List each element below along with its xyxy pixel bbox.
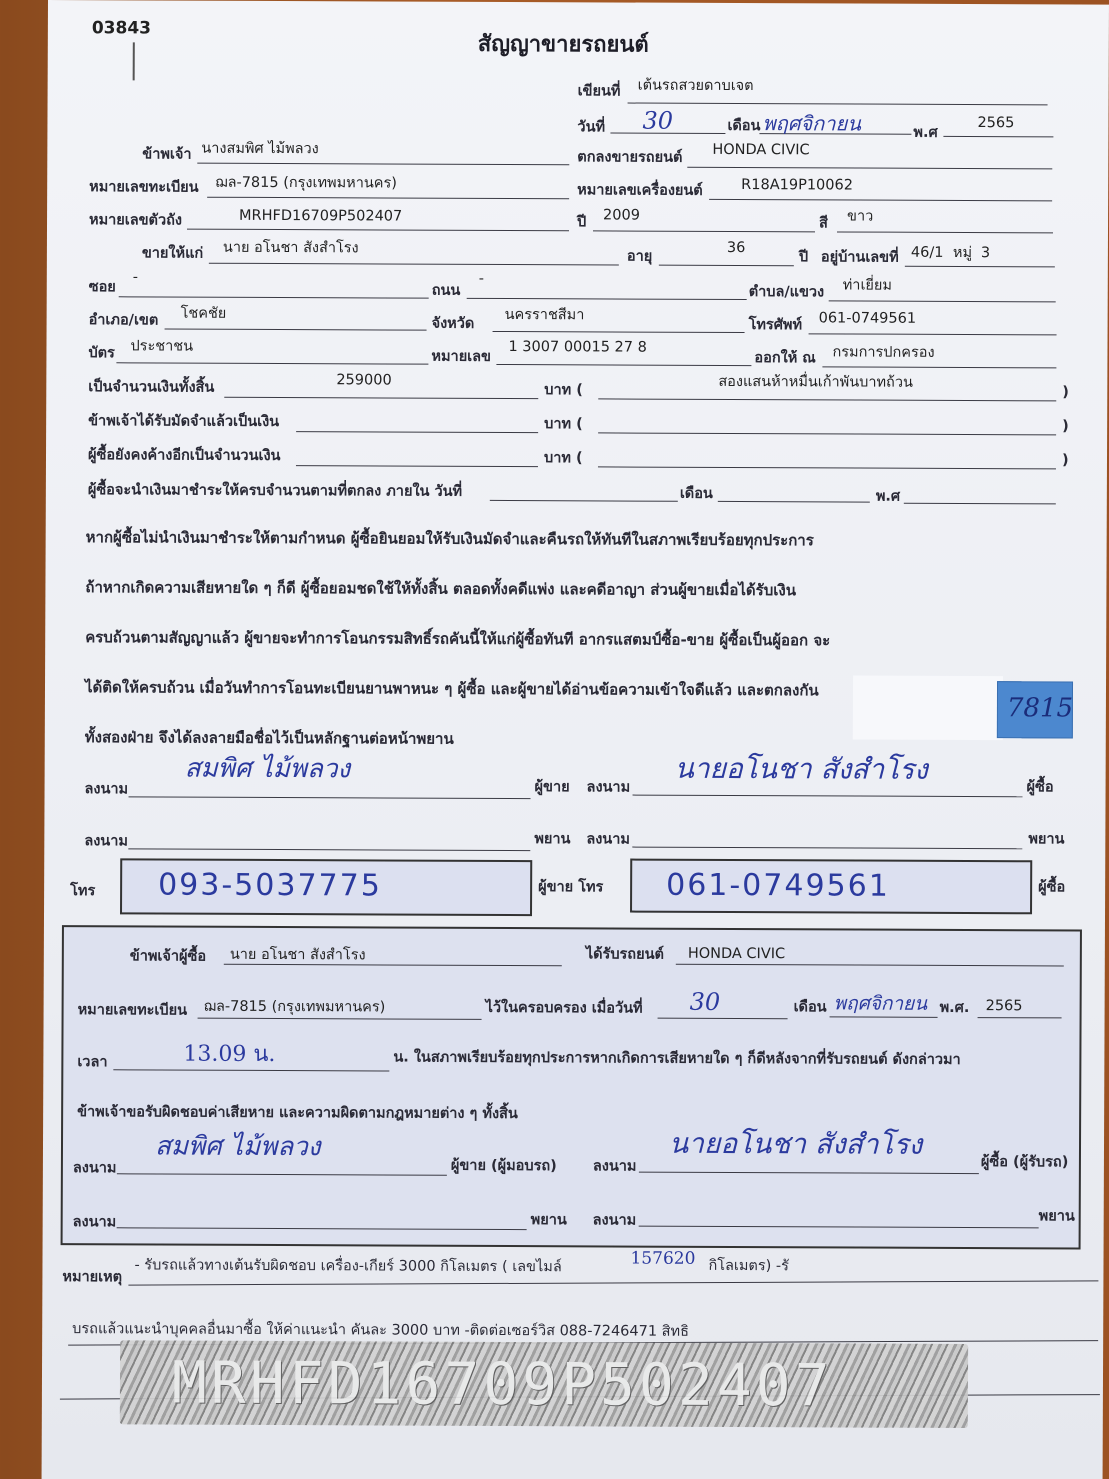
amount-close: ): [1062, 384, 1069, 401]
registration-label: หมายเลขทะเบียน: [89, 179, 199, 196]
registration-value: ฌล-7815 (กรุงเทพมหานคร): [215, 174, 397, 192]
date-year-value: 2565: [977, 115, 1015, 132]
receipt-year-label: พ.ศ.: [939, 999, 970, 1017]
terms-line-1: หากผู้ซื้อไม่นำเงินมาชำระให้ตามกำหนด ผู้ซื้อยินยอมให้รับเงินมัดจำและคืนรถให้ทันทีในสภาพเรียบร้อยทุกประการ: [85, 528, 814, 550]
receipt-possession-label: ไว้ในครอบครอง เมื่อวันที่: [485, 999, 643, 1017]
phone-value: 061-0749561: [818, 310, 917, 327]
age-line: [659, 265, 794, 267]
deposit-unit: บาท (: [544, 416, 583, 433]
receipt-seller-sign-label: ลงนาม: [72, 1160, 117, 1177]
receipt-buyer-label: ข้าพเจ้าผู้ซื้อ: [129, 948, 207, 965]
receipt-buyer-value: นาย อโนชา สังสำโรง: [229, 946, 366, 964]
date-year-line: [943, 136, 1053, 137]
receipt-witness2-sign-line: [639, 1226, 1039, 1229]
agree-sell-value: HONDA CIVIC: [712, 141, 810, 159]
date-day-value: 30: [642, 106, 674, 135]
phone-label: โทรศัพท์: [748, 317, 803, 334]
seller-line: [197, 163, 569, 166]
amount-unit: บาท (: [544, 382, 583, 399]
car-receipt-section: [61, 925, 1082, 1249]
terms-line-5: ทั้งสองฝ่าย จึงได้ลงลายมือชื่อไว้เป็นหลักฐานต่อหน้าพยาน: [84, 728, 454, 748]
card-line: [116, 362, 428, 364]
balance-unit: บาท (: [543, 450, 583, 467]
age-unit: ปี: [798, 249, 809, 266]
receipt-buyer-role: ผู้ซื้อ (ผู้รับรถ): [980, 1154, 1069, 1171]
district-line: [165, 329, 427, 331]
amount-line: [224, 397, 538, 399]
receipt-witness1-role: พยาน: [530, 1212, 567, 1229]
pay-by-month-label: เดือน: [679, 485, 713, 502]
engine-no-line: [709, 199, 1052, 201]
receipt-car-line: [676, 964, 1064, 967]
pay-by-year-label: พ.ศ: [875, 488, 901, 505]
witness2-sign-label: ลงนาม: [586, 831, 630, 848]
date-year-label: พ.ศ: [913, 124, 938, 141]
chassis-no-line: [187, 229, 569, 232]
amount-label: เป็นจำนวนเงินทั้งสิ้น: [88, 379, 215, 396]
seller-phone-value: 093-5037775: [158, 867, 382, 904]
chassis-no-value: MRHFD16709P502407: [239, 207, 403, 225]
color-value: ขาว: [847, 208, 874, 225]
buyer-phone-value: 061-0749561: [666, 867, 890, 904]
written-at-line: [628, 103, 1048, 106]
buyer-label: ขายให้แก่: [141, 245, 204, 262]
staple-mark: [133, 42, 135, 80]
engine-no-value: R18A19P10062: [741, 177, 854, 194]
amount-words: สองแสนห้าหมื่นเก้าพันบาทถ้วน: [718, 373, 913, 391]
receipt-buyer-sign-label: ลงนาม: [592, 1158, 637, 1175]
witness1-sign-label: ลงนาม: [84, 833, 128, 850]
moo-value: 3: [980, 245, 991, 262]
seller-phone-role: ผู้ขาย โทร: [538, 879, 604, 896]
receipt-day-value: 30: [689, 987, 721, 1016]
card-no-value: 1 3007 00015 27 8: [508, 339, 647, 356]
buyer-value: นาย อโนชา สังสำโรง: [222, 239, 359, 257]
subdistrict-label: ตำบล/แขวง: [748, 284, 825, 301]
year-label: ปี: [577, 214, 587, 231]
road-value: -: [478, 270, 485, 287]
receipt-liability-text: ข้าพเจ้าขอรับผิดชอบค่าเสียหาย และความผิดตามกฎหมายต่าง ๆ ทั้งสิ้น: [77, 1104, 518, 1123]
moo-label: หมู่: [952, 244, 973, 262]
balance-close: ): [1061, 452, 1069, 469]
page-title: สัญญาขายรถยนต์: [477, 31, 649, 58]
card-value: ประชาชน: [130, 338, 194, 355]
remark-line-1-rule: [128, 1280, 1098, 1285]
engine-no-label: หมายเลขเครื่องยนต์: [577, 182, 703, 199]
road-label: ถนน: [431, 282, 461, 299]
terms-line-3: ครบถ้วนตามสัญญาแล้ว ผู้ขายจะทำการโอนกรรมสิทธิ์รถคันนี้ให้แก่ผู้ซื้อทันที อากรแสตมป์ซื้อ-ขาย ผู้ซื้อเป็นผู้ออก จะ: [85, 628, 831, 650]
age-label: อายุ: [626, 248, 653, 265]
remark-line-2: บรถแล้วแนะนำบุคคลอื่นมาซื้อ ให้ค่าแนะนำ คันละ 3000 บาท -ติดต่อเซอร์วิส 088-7246471 สิทธิ: [72, 1321, 689, 1340]
buyer-phone-box: [630, 859, 1032, 915]
buyer-line: [209, 263, 619, 266]
receipt-reg-value: ฌล-7815 (กรุงเทพมหานคร): [203, 998, 386, 1016]
receipt-buyer-signature: นายอโนชา สังสำโรง: [668, 1126, 923, 1161]
house-label: อยู่บ้านเลขที่: [820, 249, 899, 266]
year-value: 2009: [603, 207, 641, 224]
subdistrict-value: ท่าเยี่ยม: [842, 277, 893, 294]
year-line: [593, 230, 815, 232]
color-line: [837, 231, 1053, 233]
issued-by-value: กรมการปกครอง: [832, 344, 935, 361]
seller-label: ข้าพเจ้า: [142, 146, 192, 163]
issued-by-line: [822, 366, 1056, 368]
glare-patch: [853, 676, 1003, 741]
chassis-rubbing-tape: [120, 1340, 968, 1428]
soi-value: -: [132, 269, 139, 286]
receipt-seller-sign-line: [117, 1173, 447, 1175]
sticky-note-text: 7815: [1006, 693, 1074, 724]
date-month-label: เดือน: [727, 117, 761, 135]
deposit-label: ข้าพเจ้าได้รับมัดจำแล้วเป็นเงิน: [88, 413, 280, 431]
receipt-witness2-sign-label: ลงนาม: [592, 1212, 637, 1229]
house-value: 46/1: [910, 244, 944, 261]
receipt-month-line: [830, 1016, 938, 1017]
buyer-role-label: ผู้ซื้อ: [1026, 779, 1054, 796]
registration-line: [207, 197, 569, 200]
color-label: สี: [818, 215, 828, 232]
buyer-phone-role: ผู้ซื้อ: [1038, 879, 1066, 896]
buyer-sign-label: ลงนาม: [586, 779, 631, 796]
pay-by-label: ผู้ซื้อจะนำเงินมาชำระให้ครบจำนวนตามที่ตกลง ภายใน วันที่: [87, 482, 463, 500]
buyer-sign-line: [633, 795, 1023, 798]
pay-by-day-line: [490, 500, 678, 502]
receipt-month-label: เดือน: [793, 999, 827, 1016]
soi-label: ซอย: [88, 279, 116, 296]
receipt-car-label: ได้รับรถยนต์: [585, 946, 664, 963]
witness2-role-label: พยาน: [1028, 831, 1065, 848]
district-value: โชคชัย: [180, 305, 227, 322]
deposit-line: [296, 431, 538, 433]
subdistrict-line: [829, 300, 1056, 302]
receipt-condition-text: น. ในสภาพเรียบร้อยทุกประการหากเกิดการเสียหายใด ๆ ก็ดีหลังจากที่รับรถยนต์ ดังกล่าวมา: [393, 1049, 961, 1068]
province-label: จังหวัด: [431, 315, 475, 332]
document-number: 03843: [91, 18, 152, 39]
remark-line-1a: - รับรถแล้วทางเต้นรับผิดชอบ เครื่อง-เกียร์ 3000 กิโลเมตร ( เลขไมล์: [134, 1257, 562, 1276]
remark-line-1b: กิโลเมตร) -รั: [708, 1257, 789, 1275]
card-label: บัตร: [88, 345, 115, 362]
soi-line: [119, 296, 429, 298]
receipt-time-label: เวลา: [77, 1054, 108, 1071]
witness2-sign-line: [632, 847, 1022, 850]
receipt-witness1-sign-label: ลงนาม: [72, 1214, 117, 1231]
witness1-sign-line: [128, 848, 530, 851]
seller-value: นางสมพิศ ไม้พลวง: [201, 140, 319, 158]
remark-label: หมายเหตุ: [62, 1269, 123, 1286]
agree-sell-line: [687, 167, 1052, 170]
agree-sell-label: ตกลงขายรถยนต์: [577, 149, 683, 166]
receipt-year-value: 2565: [985, 998, 1023, 1015]
terms-line-4: ได้ติดให้ครบถ้วน เมื่อวันทำการโอนทะเบียนยานพาหนะ ๆ ผู้ซื้อ และผู้ขายได้อ่านข้อความเข้าใจดีแล้ว และตกลงกัน: [84, 678, 819, 700]
age-value: 36: [726, 239, 746, 257]
date-day-label: วันที่: [577, 119, 606, 136]
province-line: [493, 331, 745, 333]
chassis-no-label: หมายเลขตัวถัง: [89, 212, 183, 229]
receipt-witness1-sign-line: [117, 1227, 527, 1230]
receipt-month-value: พฤศจิกายน: [833, 992, 928, 1015]
balance-words-line: [598, 466, 1056, 469]
receipt-year-line: [978, 1017, 1062, 1018]
receipt-time-line: [113, 1069, 389, 1071]
remark-mileage: 157620: [630, 1248, 696, 1269]
phone-label-left: โทร: [70, 883, 96, 900]
written-at-value: เต้นรถสวยดาบเจต: [637, 77, 754, 95]
province-value: นครราชสีมา: [504, 306, 585, 324]
receipt-witness2-role: พยาน: [1038, 1208, 1075, 1225]
receipt-reg-line: [198, 1018, 482, 1020]
pay-by-month-line: [718, 501, 870, 503]
receipt-seller-signature: สมพิศ ไม้พลวง: [154, 1131, 321, 1163]
balance-label: ผู้ซื้อยังคงค้างอีกเป็นจำนวนเงิน: [87, 447, 281, 465]
amount-value: 259000: [336, 372, 392, 389]
seller-phone-box: [120, 858, 532, 916]
written-at-label: เขียนที่: [577, 83, 621, 100]
deposit-words-line: [598, 432, 1056, 435]
district-label: อำเภอ/เขต: [88, 312, 159, 329]
issued-by-label: ออกให้ ณ: [754, 350, 816, 367]
receipt-seller-role: ผู้ขาย (ผู้มอบรถ): [450, 1157, 557, 1175]
road-line: [467, 298, 747, 300]
witness1-role-label: พยาน: [534, 831, 571, 848]
seller-signature: สมพิศ ไม้พลวง: [184, 753, 351, 785]
date-month-value: พฤศจิกายน: [762, 111, 861, 136]
pay-by-year-line: [904, 503, 1056, 505]
chassis-rubbing-text: MRHFD16709P502407: [171, 1348, 834, 1420]
house-line: [905, 266, 1055, 268]
blue-sticky-note: [997, 681, 1073, 738]
seller-role-label: ผู้ขาย: [534, 779, 570, 796]
receipt-buyer-sign-line: [639, 1172, 979, 1174]
receipt-buyer-line: [224, 964, 562, 966]
phone-line: [809, 333, 1057, 335]
terms-line-2: ถ้าหากเกิดความเสียหายใด ๆ ก็ดี ผู้ซื้อยอมชดใช้ให้ทั้งสิ้น ตลอดทั้งคดีแพ่ง และคดีอาญา ส่วนผู้ขายเมื่อได้รับเงิน: [85, 578, 797, 600]
amount-words-line: [598, 398, 1056, 401]
buyer-signature: นายอโนชา สังสำโรง: [674, 751, 928, 786]
receipt-car-value: HONDA CIVIC: [687, 945, 786, 963]
balance-line: [296, 465, 538, 467]
seller-sign-label: ลงนาม: [84, 781, 129, 798]
card-no-label: หมายเลข: [431, 348, 491, 365]
seller-sign-line: [129, 796, 531, 799]
receipt-time-value: 13.09 น.: [183, 1041, 276, 1068]
contract-paper: [42, 0, 1109, 1479]
card-no-line: [496, 364, 751, 366]
receipt-reg-label: หมายเลขทะเบียน: [77, 1002, 188, 1019]
deposit-close: ): [1062, 418, 1069, 435]
receipt-day-line: [658, 1018, 788, 1020]
